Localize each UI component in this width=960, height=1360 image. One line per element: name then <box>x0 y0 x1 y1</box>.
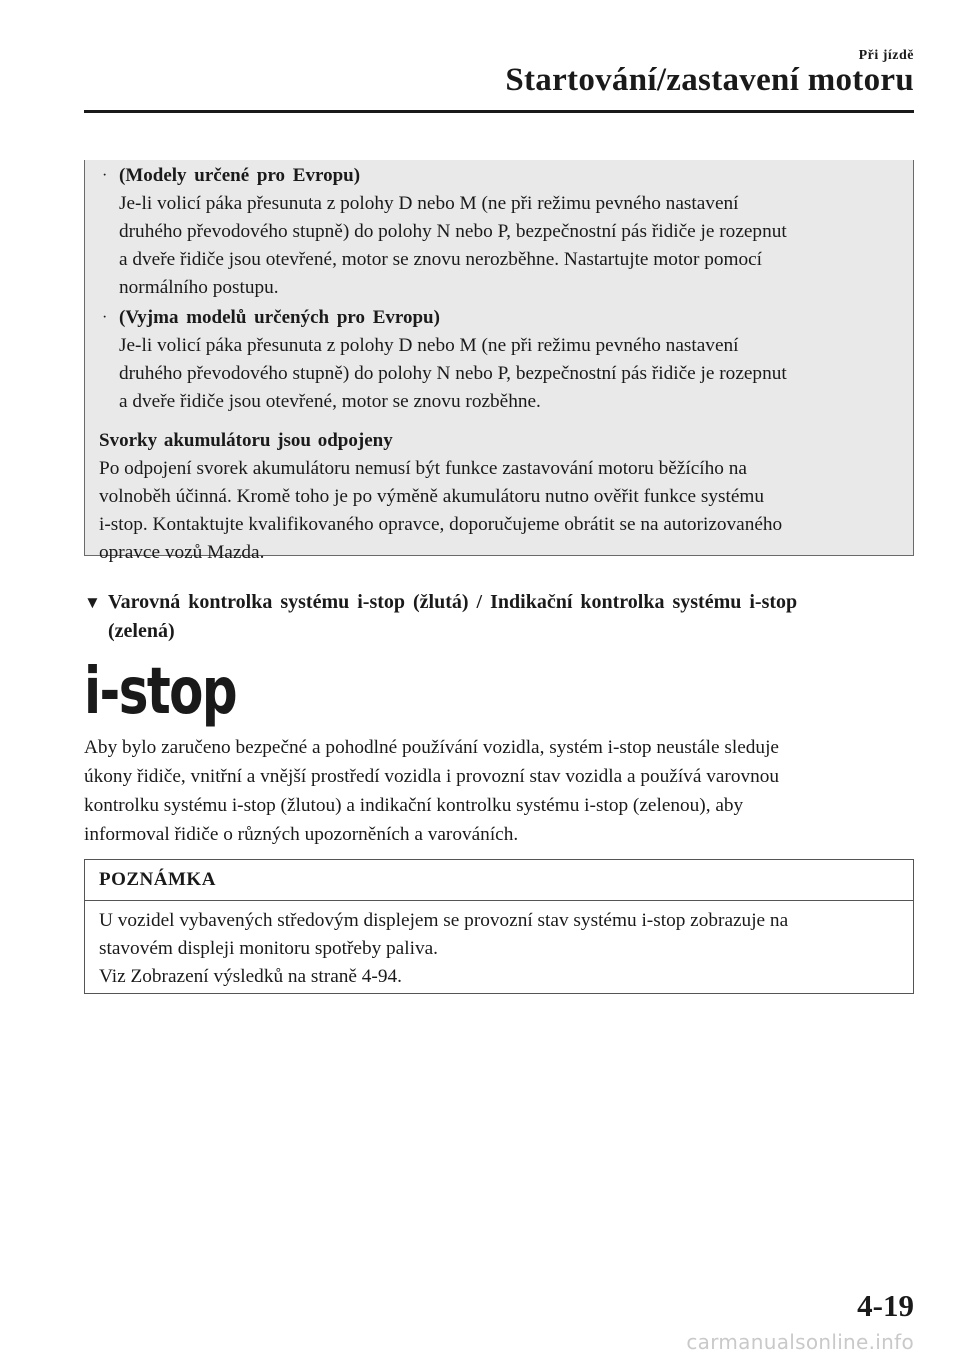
section-heading-line: Varovná kontrolka systému i-stop (žlutá) / Indikační kontrolka systému i-stop <box>108 591 798 613</box>
box-text-line: Po odpojení svorek akumulátoru nemusí být funkce zastavování motoru běžícího na <box>99 458 747 479</box>
body-paragraph <box>84 733 914 849</box>
bullet-text-line: druhého převodového stupně) do polohy N nebo P, bezpečnostní pás řidiče je rozepnut <box>119 363 787 384</box>
bullet-dot-icon: · <box>102 167 108 184</box>
body-line: kontrolku systému i-stop (žlutou) a indikační kontrolku systému i-stop (zelenou), aby <box>84 795 744 816</box>
bullet-text-line: a dveře řidiče jsou otevřené, motor se znovu nerozběhne. Nastartujte motor pomocí <box>119 249 763 270</box>
bullet-text-line: normálního postupu. <box>119 277 279 298</box>
body-line: informoval řidiče o různých upozorněních a varováních. <box>84 824 519 845</box>
box-text-line: volnoběh účinná. Kromě toho je po výměně akumulátoru nutno ověřit funkce systému <box>99 486 765 507</box>
bullet-text-line: druhého převodového stupně) do polohy N nebo P, bezpečnostní pás řidiče je rozepnut <box>119 221 787 242</box>
body-line: úkony řidiče, vnitřní a vnější prostředí vozidla i provozní stav vozidla a používá varovnou <box>84 766 780 787</box>
note-line: Viz Zobrazení výsledků na straně 4-94. <box>99 966 402 987</box>
bullet-item <box>99 304 899 416</box>
header-rule <box>84 110 914 113</box>
box-subheading: Svorky akumulátoru jsou odpojeny <box>99 430 393 451</box>
caution-box <box>84 160 914 563</box>
note-title: POZNÁMKA <box>85 860 913 901</box>
section-heading-line: (zelená) <box>108 620 175 642</box>
bullet-text-line: Je-li volicí páka přesunuta z polohy D nebo M (ne při režimu pevného nastavení <box>119 193 739 214</box>
triangle-down-icon: ▼ <box>84 593 101 612</box>
bullet-heading: (Modely určené pro Evropu) <box>119 165 361 186</box>
header-section-label: Při jízdě <box>858 48 914 63</box>
note-line: U vozidel vybavených středovým displejem se provozní stav systému i-stop zobrazuje na <box>99 910 789 931</box>
note-box <box>84 859 914 994</box>
bullet-item <box>99 162 899 302</box>
section-heading <box>84 588 904 646</box>
page-title: Startování/zastavení motoru <box>505 62 914 98</box>
note-text <box>85 901 913 991</box>
body-line: Aby bylo zaručeno bezpečné a pohodlné používání vozidla, systém i-stop neustále sleduje <box>84 737 779 758</box>
bullet-text-line: Je-li volicí páka přesunuta z polohy D nebo M (ne při režimu pevného nastavení <box>119 335 739 356</box>
box-text-line: i-stop. Kontaktujte kvalifikovaného opravce, doporučujeme obrátit se na autorizovaného <box>99 514 783 535</box>
bullet-text-line: a dveře řidiče jsou otevřené, motor se znovu rozběhne. <box>119 391 541 412</box>
watermark: carmanualsonline.info <box>686 1330 914 1354</box>
note-line: stavovém displeji monitoru spotřeby paliva. <box>99 938 438 959</box>
bullet-dot-icon: · <box>102 309 108 326</box>
page-number: 4-19 <box>857 1288 914 1323</box>
box-text-line: opravce vozů Mazda. <box>99 542 265 563</box>
bullet-heading: (Vyjma modelů určených pro Evropu) <box>119 307 440 328</box>
istop-logo-icon: i-stop <box>84 655 237 729</box>
